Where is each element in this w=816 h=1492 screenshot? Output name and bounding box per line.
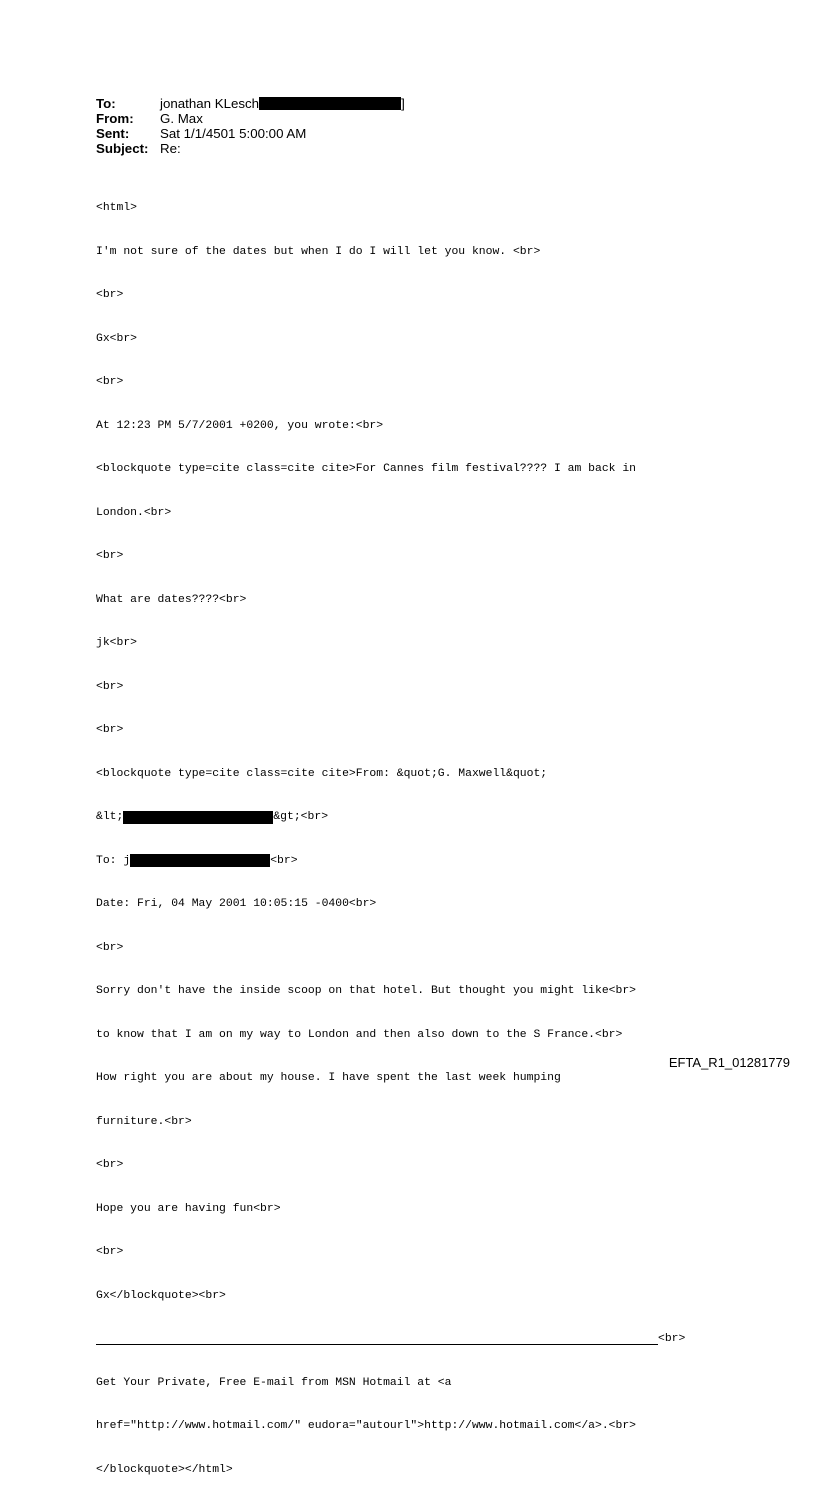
subject-row bbox=[96, 141, 405, 156]
to-prefix: To: j bbox=[96, 854, 131, 867]
from-value: G. Max bbox=[160, 111, 203, 126]
body-line: jk<br> bbox=[96, 637, 138, 649]
sent-row bbox=[96, 126, 405, 141]
body-line: to know that I am on my way to London and then also down to the S France.<br> bbox=[96, 1028, 623, 1041]
from-row bbox=[96, 111, 405, 126]
body-line: <br> bbox=[96, 1159, 124, 1171]
lt-email-line bbox=[96, 810, 685, 825]
body-line: </blockquote></html> bbox=[96, 1463, 233, 1476]
body-line: Hope you are having fun<br> bbox=[96, 1202, 281, 1215]
lt-suffix: &gt;<br> bbox=[273, 811, 329, 823]
redaction-bar bbox=[130, 854, 270, 867]
body-line: <html> bbox=[96, 202, 138, 214]
to-bracket: ] bbox=[401, 96, 405, 111]
to-row bbox=[96, 96, 405, 111]
body-line: I'm not sure of the dates but when I do I will let you know. <br> bbox=[96, 245, 541, 258]
body-line: Gx<br> bbox=[96, 332, 138, 345]
body-line: At 12:23 PM 5/7/2001 +0200, you wrote:<br> bbox=[96, 419, 384, 432]
body-line: <br> bbox=[96, 550, 124, 562]
sent-label: Sent: bbox=[96, 126, 130, 141]
subject-label: Subject: bbox=[96, 141, 149, 156]
horizontal-rule bbox=[96, 1334, 658, 1345]
subject-value: Re: bbox=[160, 141, 181, 156]
body-line: Date: Fri, 04 May 2001 10:05:15 -0400<br> bbox=[96, 898, 377, 910]
email-header bbox=[96, 96, 405, 156]
redaction-bar bbox=[259, 97, 401, 110]
body-line: href="http://www.hotmail.com/" eudora="autourl">http://www.hotmail.com</a>.<br> bbox=[96, 1420, 637, 1432]
body-line: <br> bbox=[96, 376, 124, 388]
body-line: <br> bbox=[96, 680, 124, 693]
body-line: <br> bbox=[96, 724, 124, 736]
lt-prefix: &lt; bbox=[96, 811, 124, 823]
body-line: Gx</blockquote><br> bbox=[96, 1289, 226, 1302]
to-value bbox=[160, 96, 405, 111]
body-line: What are dates????<br> bbox=[96, 593, 247, 606]
body-line: Get Your Private, Free E-mail from MSN Hotmail at <a bbox=[96, 1376, 452, 1389]
rule-line bbox=[96, 1332, 685, 1347]
rule-suffix: <br> bbox=[658, 1333, 686, 1345]
body-line: <br> bbox=[96, 289, 124, 301]
to-label: To: bbox=[96, 96, 116, 111]
body-line: London.<br> bbox=[96, 506, 172, 519]
from-label: From: bbox=[96, 111, 134, 126]
to-name: jonathan KLesch bbox=[160, 96, 260, 111]
to-email-line bbox=[96, 854, 685, 869]
document-id: EFTA_R1_01281779 bbox=[668, 1055, 790, 1070]
body-line: Sorry don't have the inside scoop on that hotel. But thought you might like<br> bbox=[96, 985, 637, 997]
body-line: <br> bbox=[96, 1246, 124, 1258]
redaction-bar bbox=[123, 811, 273, 824]
sent-value: Sat 1/1/4501 5:00:00 AM bbox=[160, 126, 307, 141]
body-line: How right you are about my house. I have spent the last week humping bbox=[96, 1072, 561, 1084]
to-suffix: <br> bbox=[270, 854, 298, 867]
body-line: <br> bbox=[96, 941, 124, 954]
body-line: <blockquote type=cite class=cite cite>For Cannes film festival???? I am back in bbox=[96, 463, 637, 475]
body-line: <blockquote type=cite class=cite cite>From: &quot;G. Maxwell&quot; bbox=[96, 767, 548, 780]
body-line: furniture.<br> bbox=[96, 1115, 192, 1128]
email-body bbox=[96, 172, 685, 1492]
